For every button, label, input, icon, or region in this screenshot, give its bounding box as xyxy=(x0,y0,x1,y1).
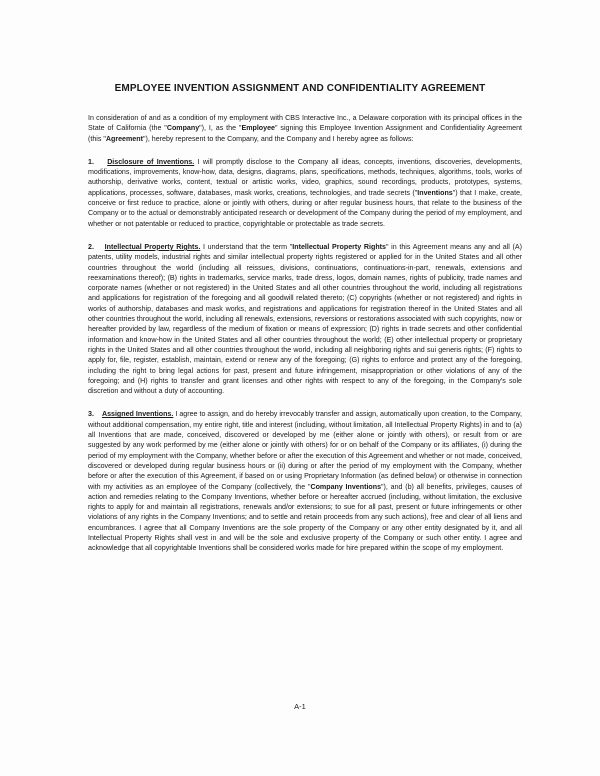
defined-term: Company Inventions xyxy=(310,482,382,491)
defined-term: Intellectual Property Rights xyxy=(292,242,386,251)
section-number: 2. xyxy=(88,242,94,251)
section-heading: Intellectual Property Rights. xyxy=(104,242,201,251)
section-2-paragraph: 2. Intellectual Property Rights. I understand that the term "Intellectual Property Rights" in this Agreement means any and all (A) patents, utility models, industrial rights and similar intellectual property rights registered or applied for in the United States and all other countries throughout the world (including all reissues, divisions, continuations, continuations-in-part, renewals, extensions and reexaminations thereof); (B) rights in trademarks, service marks, trade dress, logos, domain names, rights of publicity, trade names and corporate names (whether or not registered) in the United States and all other countries throughout the world, including all registrations and applications for registration of the foregoing and all goodwill related thereto; (C) copyrights (whether or not registered) and rights in works of authorship, databases and mask works, and registrations and applications for registration thereof in the United States and all other countries throughout the world, including all renewals, extensions, reversions or restorations associated with such copyrights, now or hereafter provided by law, regardless of the medium of fixation or means of expression; (D) rights in trade secrets and other confidential information and know-how in the United States and all other countries throughout the world; (E) other intellectual property or proprietary rights in the United States and all other countries throughout the world, including all neighboring rights and sui generis rights; (F) rights to apply for, file, register, establish, maintain, extend or renew any of the foregoing; (G) rights to enforce and protect any of the foregoing, including the right to bring legal actions for past, present and future infringement, misappropriation or other violations of any of the foregoing; and (H) rights to transfer and grant licenses and other rights with respect to any of the foregoing, in the Company's sole discretion and without a duty of accounting. xyxy=(88,242,522,396)
defined-term-agreement: Agreement xyxy=(105,134,143,143)
defined-term: Inventions xyxy=(417,188,453,197)
section-heading: Disclosure of Inventions. xyxy=(107,157,195,166)
document-body xyxy=(88,113,522,567)
section-number: 3. xyxy=(88,410,94,419)
intro-paragraph: In consideration of and as a condition of my employment with CBS Interactive Inc., a Delaware corporation with its principal offices in the State of California (the "Company"), I, as the "Employee" signing this Employee Invention Assignment and Confidentiality Agreement (this "Agreement"), hereby represent to the Company, and the Company and I hereby agree as follows: xyxy=(88,114,522,143)
document-title: EMPLOYEE INVENTION ASSIGNMENT AND CONFIDENTIALITY AGREEMENT xyxy=(114,83,486,94)
section-number: 1. xyxy=(88,157,94,166)
page-number: A-1 xyxy=(294,702,306,711)
defined-term-company: Company xyxy=(166,124,200,133)
section-3-paragraph: 3. Assigned Inventions. I agree to assign, and do hereby irrevocably transfer and assign, automatically upon creation, to the Company, without additional compensation, my entire right, title and interest (including, without limitation, all Intellectual Property Rights) in and to (a) all Inventions that are made, conceived, discovered or developed by me (either alone or jointly with others), or result from or are suggested by any work performed by me (either alone or jointly with others) for or on behalf of the Company or its affiliates, (i) during the period of my employment with the Company, whether before or after the execution of this Agreement and whether or not made, conceived, discovered or developed during regular business hours or (ii) during or after the period of my employment with the Company, whether before or after the execution of this Agreement, if based on or using Proprietary Information (as defined below) or otherwise in connection with my activities as an employee of the Company (collectively, the "Company Inventions"), and (b) all benefits, privileges, causes of action and remedies relating to the Company Inventions, whether before or hereafter accrued (including, without limitation, the exclusive rights to apply for and maintain all registrations, renewals and/or extensions; to sue for all past, present or future infringements or other violations of any rights in the Company Inventions; and to settle and retain proceeds from any such actions), free and clear of all liens and encumbrances. I agree that all Company Inventions are the sole property of the Company or any other entity designated by it, and all Intellectual Property Rights shall vest in and will be the sole and exclusive property of the Company or such other entity. I agree and acknowledge that all copyrightable Inventions shall be considered works made for hire prepared within the scope of my employment. xyxy=(88,410,523,553)
defined-term-employee: Employee xyxy=(241,124,275,133)
section-1-paragraph: 1. Disclosure of Inventions. I will promptly disclose to the Company all ideas, concepts, inventions, discoveries, developments, modifications, improvements, know-how, data, designs, diagrams, plans, specifications, methods, techniques, algorithms, tools, works of authorship, derivative works, content, textual or artistic works, video, graphics, sound recordings, products, prototypes, systems, applications, processes, software, databases, mask works, creations, technologies, and trade secrets ("Inventions") that I make, create, conceive or first reduce to practice, alone or jointly with others, during or after regular business hours, that relate to the business of the Company or to the actual or demonstrably anticipated research or development of the Company during the period of my employment, and whether or not patentable or reduced to practice, copyrightable or protectable as trade secrets. xyxy=(88,157,522,228)
section-heading: Assigned Inventions. xyxy=(101,410,174,419)
